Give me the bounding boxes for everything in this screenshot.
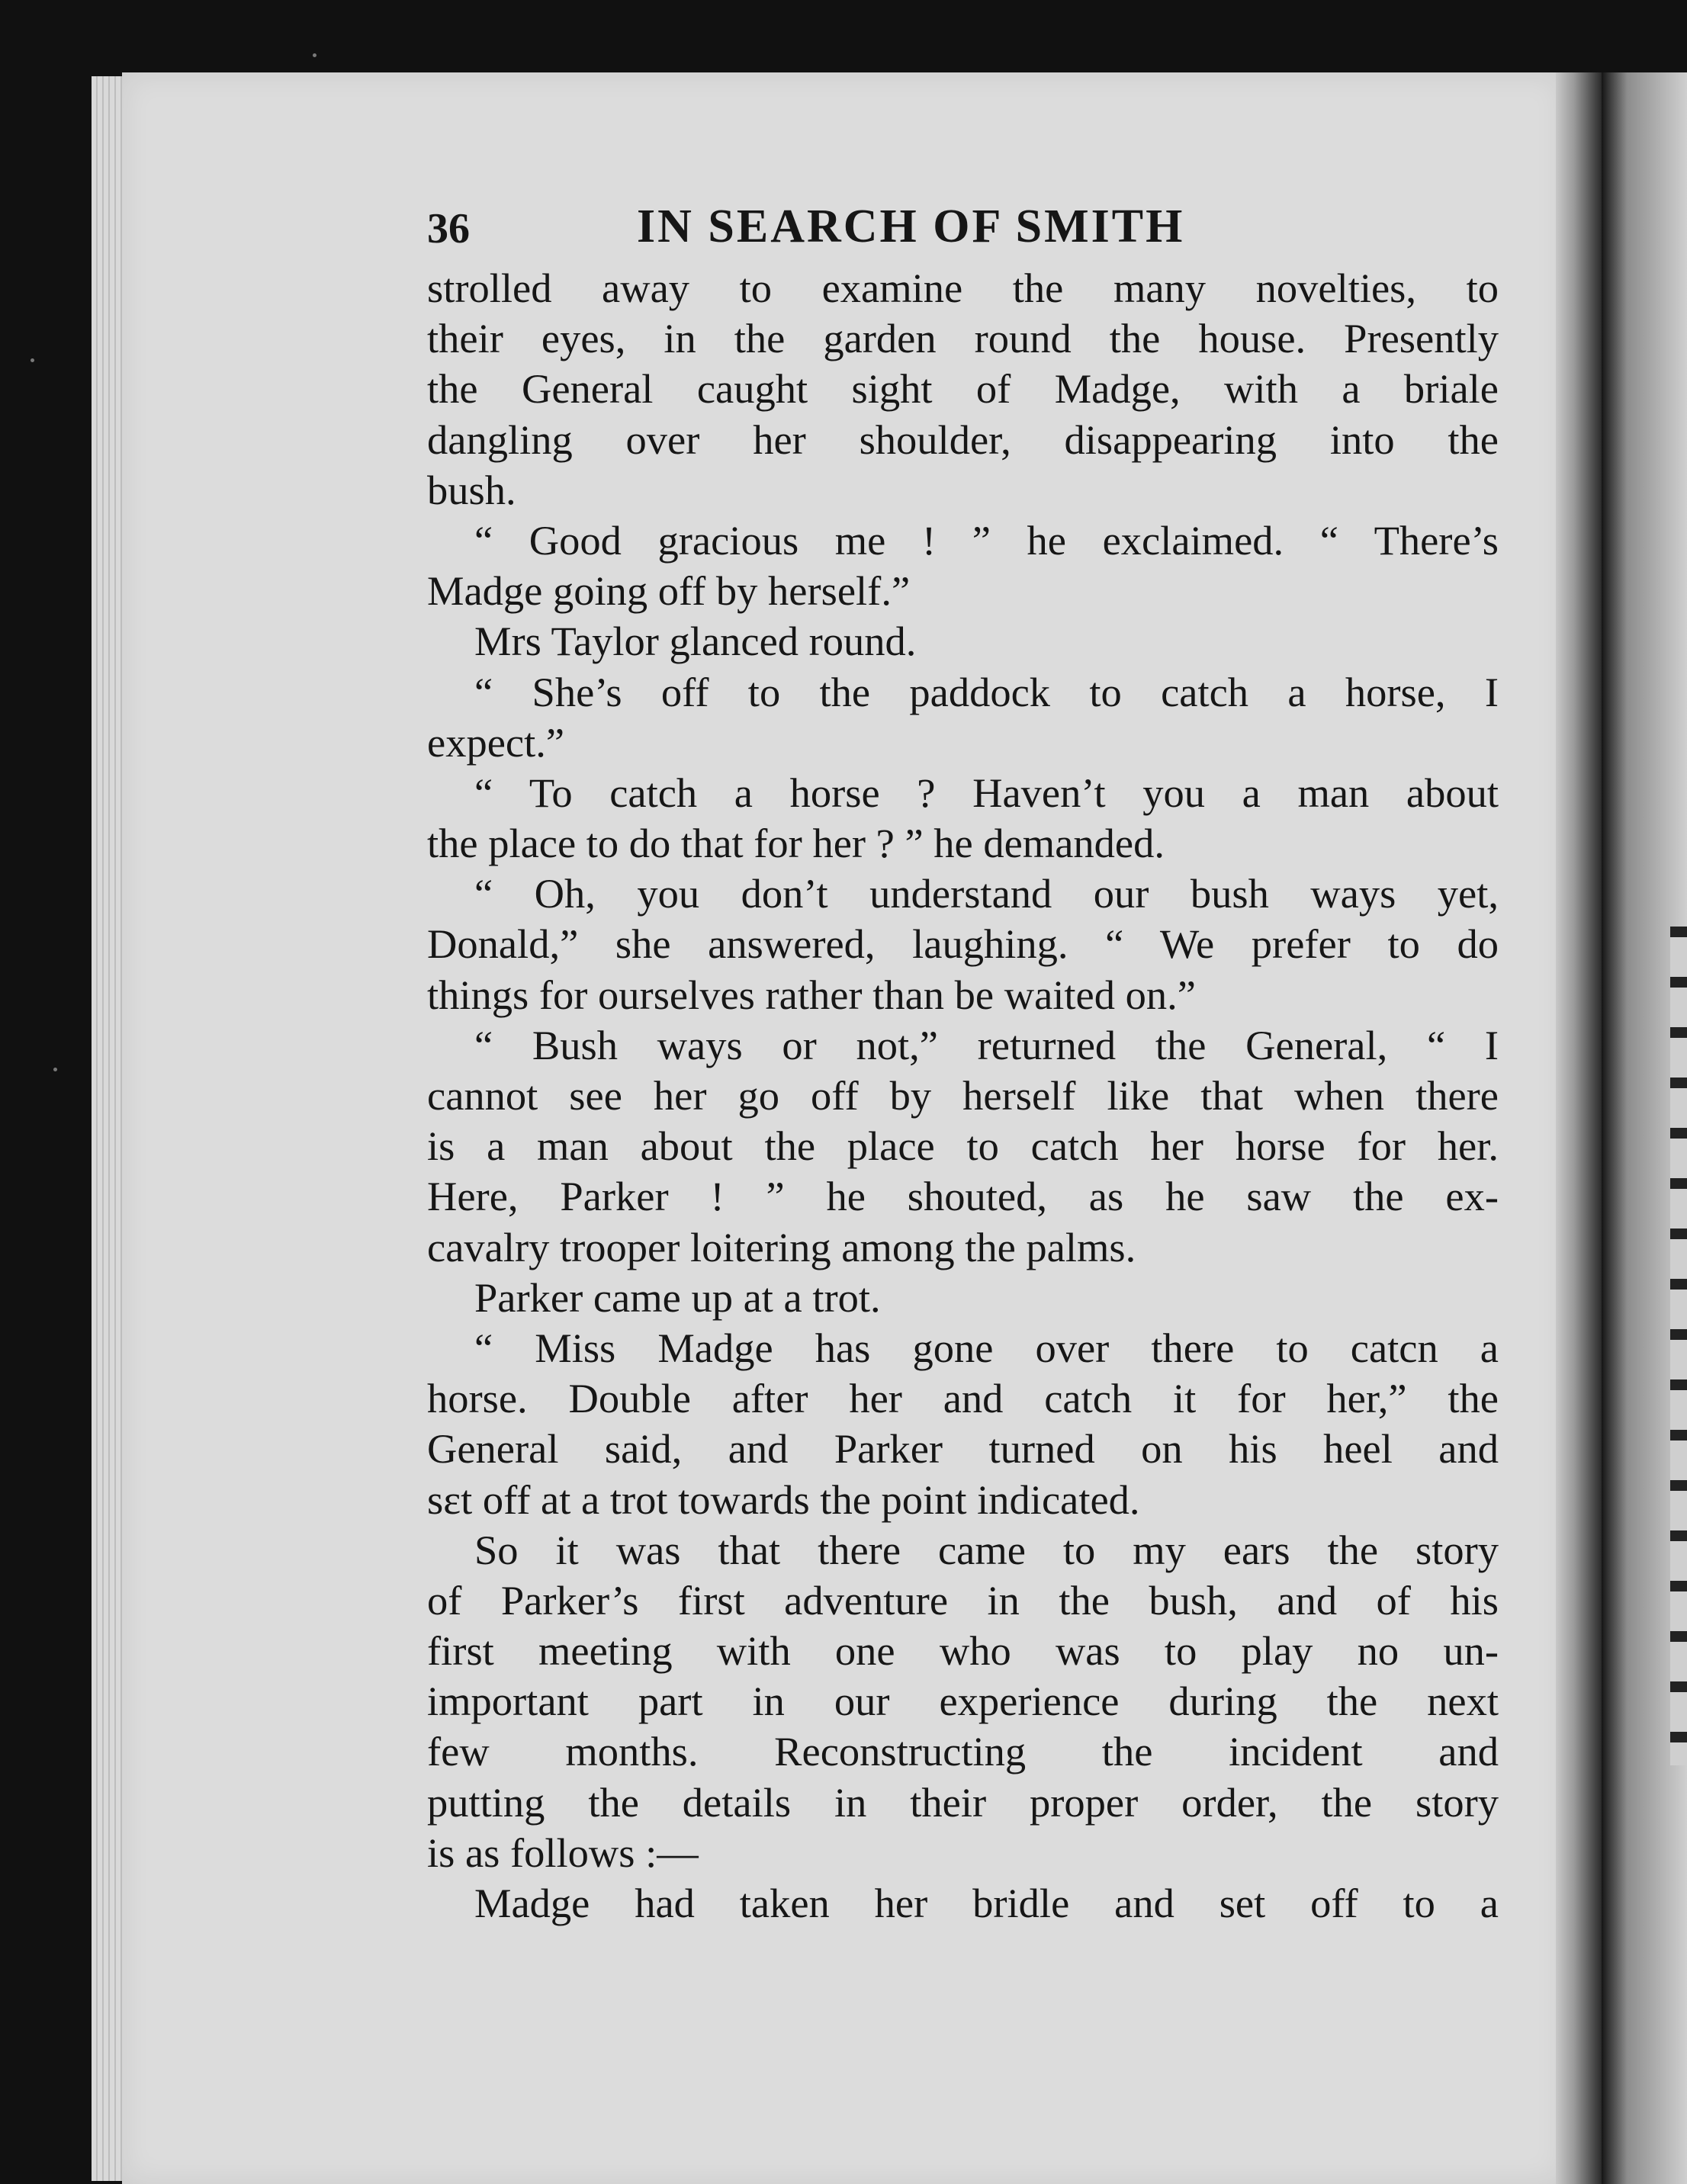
text-line: of Parker’s first adventure in the bush, and of his [427, 1576, 1499, 1624]
scan-speck [31, 358, 34, 362]
text-line: the General caught sight of Madge, with a briale [427, 365, 1499, 413]
text-line: Mrs Taylor glanced round. [474, 618, 917, 665]
text-line: General said, and Parker turned on his heel and [427, 1425, 1499, 1473]
text-line: Parker came up at a trot. [474, 1273, 881, 1321]
text-line: Madge going off by herself.” [427, 567, 911, 615]
text-line: Here, Parker ! ” he shouted, as he saw the ex- [427, 1173, 1499, 1220]
text-line: sɛt off at a trot towards the point indicated. [427, 1476, 1140, 1523]
text-line: “ Miss Madge has gone over there to catcn a [474, 1324, 1499, 1371]
text-line: So it was that there came to my ears the story [474, 1526, 1499, 1573]
text-line: cavalry trooper loitering among the palms. [427, 1223, 1136, 1270]
scan-speck [313, 53, 317, 57]
book-spine-gutter [1556, 72, 1602, 2184]
text-line: putting the details in their proper order, the story [427, 1778, 1499, 1826]
text-line: expect.” [427, 718, 565, 766]
text-line: strolled away to examine the many novelties, to [427, 265, 1499, 311]
text-line: “ Bush ways or not,” returned the General, “ I [474, 1021, 1499, 1068]
text-line: is a man about the place to catch her horse for her. [427, 1123, 1499, 1170]
text-line: “ Oh, you don’t understand our bush ways yet, [474, 870, 1499, 917]
text-line: things for ourselves rather than be waited on.” [427, 971, 1196, 1018]
text-line: dangling over her shoulder, disappearing into the [427, 416, 1499, 463]
running-head-title: IN SEARCH OF SMITH [637, 201, 1185, 252]
text-line: Donald,” she answered, laughing. “ We prefer to do [427, 920, 1499, 968]
text-line: “ She’s off to the paddock to catch a horse, I [474, 668, 1499, 715]
text-line: bush. [427, 466, 516, 513]
text-line: cannot see her go off by herself like that when there [427, 1072, 1499, 1119]
body-text [427, 263, 1499, 1929]
page-number: 36 [427, 205, 470, 252]
facing-page-edge [1602, 72, 1687, 2184]
text-line: the place to do that for her ? ” he demanded. [427, 820, 1165, 867]
facing-page-text-fragments [1670, 927, 1687, 1765]
text-line: “ To catch a horse ? Haven’t you a man about [474, 769, 1499, 816]
text-line: first meeting with one who was to play no un- [427, 1627, 1499, 1675]
text-line: horse. Double after her and catch it for her,” the [427, 1375, 1499, 1422]
text-line: few months. Reconstructing the incident and [427, 1728, 1499, 1775]
text-line: Madge had taken her bridle and set off to a [474, 1880, 1499, 1926]
text-line: their eyes, in the garden round the house. Presently [427, 315, 1499, 362]
scan-speck [53, 1068, 57, 1071]
text-line: “ Good gracious me ! ” he exclaimed. “ There’s [474, 516, 1499, 564]
text-line: is as follows :— [427, 1829, 699, 1876]
text-line: important part in our experience during the next [427, 1678, 1499, 1725]
